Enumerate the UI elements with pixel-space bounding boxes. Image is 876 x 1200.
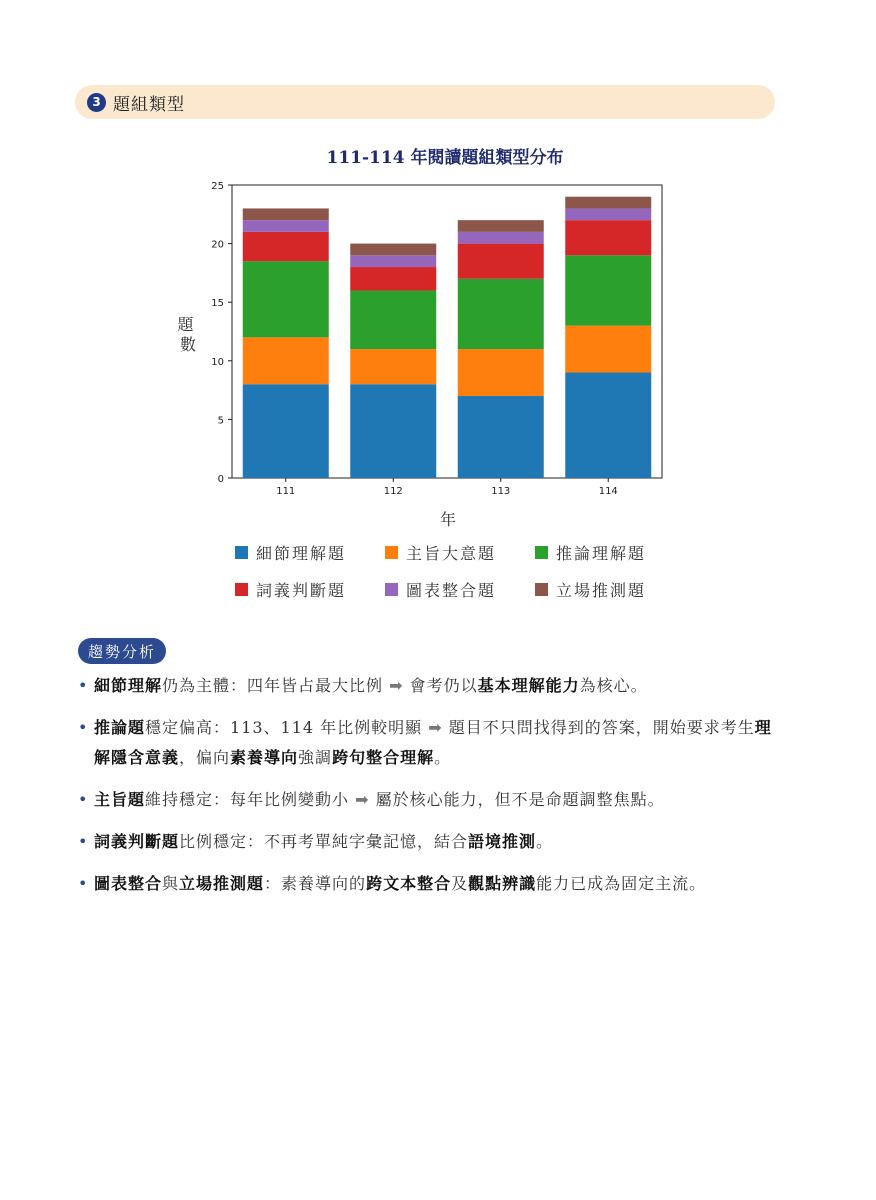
bar-segment <box>458 396 544 478</box>
bar-segment <box>458 279 544 349</box>
bar-segment <box>243 337 329 384</box>
trend-bullet-item: • 圖表整合與立場推測題：素養導向的跨文本整合及觀點辨識能力已成為固定主流。 <box>78 869 778 899</box>
chart-title: 111-114 年閱讀題組類型分布 <box>326 148 564 168</box>
x-tick-label: 112 <box>383 486 403 497</box>
x-tick-label: 113 <box>491 486 511 497</box>
section-title: 題組類型 <box>113 94 185 115</box>
trend-bullet-item: • 主旨題維持穩定：每年比例變動小 ➡ 屬於核心能力，但不是命題調整焦點。 <box>78 785 778 815</box>
bar-segment <box>458 244 544 279</box>
legend-label: 推論理解題 <box>556 543 647 563</box>
legend-item <box>235 541 385 563</box>
bar-segment <box>565 220 651 255</box>
bar-segment <box>350 255 436 267</box>
trend-bullet-item: • 詞義判斷題比例穩定：不再考單純字彙記憶，結合語境推測。 <box>78 827 778 857</box>
legend-item <box>385 541 535 563</box>
legend-swatch <box>535 546 548 559</box>
bar-segment <box>565 208 651 220</box>
bar-segment <box>243 384 329 478</box>
y-tick-label: 5 <box>217 415 224 427</box>
y-axis-label: 題 數 <box>177 315 197 354</box>
bar-segment <box>565 197 651 209</box>
bar-segment <box>243 208 329 220</box>
legend-label: 立場推測題 <box>556 580 647 600</box>
bar-segment <box>565 255 651 325</box>
bar-segment <box>565 373 651 478</box>
bar-segment <box>350 349 436 384</box>
bar-segment <box>243 232 329 261</box>
trend-analysis-badge: 趨勢分析 <box>78 638 166 664</box>
legend-label: 圖表整合題 <box>406 580 497 600</box>
chart-legend-row-2 <box>235 578 685 600</box>
legend-item <box>235 578 385 600</box>
trend-bullet-item: • 推論題穩定偏高：113、114 年比例較明顯 ➡ 題目不只問找得到的答案，開始要求考生理解隱含意義，偏向素養導向強調跨句整合理解。 <box>78 713 778 773</box>
bar-segment <box>350 290 436 349</box>
bar-segment <box>350 244 436 256</box>
bar-segment <box>458 349 544 396</box>
legend-swatch <box>385 583 398 596</box>
trend-analysis-list <box>78 671 778 911</box>
bar-segment <box>458 232 544 244</box>
legend-label: 細節理解題 <box>256 543 347 563</box>
legend-swatch <box>385 546 398 559</box>
legend-item <box>535 541 685 563</box>
legend-swatch <box>235 546 248 559</box>
y-tick-label: 10 <box>211 356 224 368</box>
legend-label: 詞義判斷題 <box>256 580 347 600</box>
bar-segment <box>350 267 436 290</box>
stacked-bar-chart <box>0 0 876 540</box>
section-number-badge: 3 <box>87 93 106 112</box>
bar-segment <box>243 261 329 337</box>
x-tick-label: 114 <box>598 486 618 497</box>
y-tick-label: 0 <box>217 474 224 485</box>
y-tick-label: 20 <box>211 239 224 251</box>
y-tick-label: 25 <box>211 181 224 192</box>
chart-legend-row-1 <box>235 541 685 563</box>
y-tick-label: 15 <box>211 298 224 310</box>
bar-segment <box>350 384 436 478</box>
legend-label: 主旨大意題 <box>406 543 497 563</box>
trend-bullet-item: • 細節理解仍為主體：四年皆占最大比例 ➡ 會考仍以基本理解能力為核心。 <box>78 671 778 701</box>
legend-item <box>535 578 685 600</box>
bar-segment <box>243 220 329 232</box>
legend-swatch <box>535 583 548 596</box>
x-tick-label: 111 <box>276 486 296 497</box>
x-axis-label: 年 <box>439 510 457 529</box>
legend-swatch <box>235 583 248 596</box>
chart-plot-area <box>211 181 662 497</box>
legend-item <box>385 578 535 600</box>
bar-segment <box>565 326 651 373</box>
bar-segment <box>458 220 544 232</box>
